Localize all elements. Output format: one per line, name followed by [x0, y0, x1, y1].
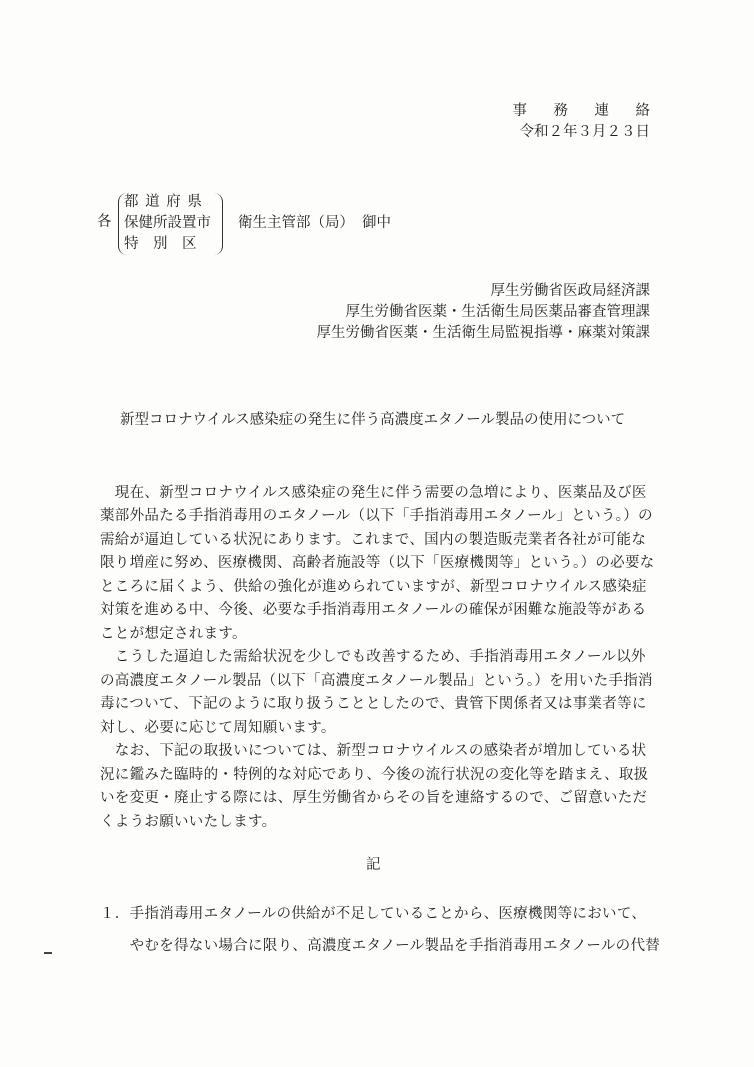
scan-mark	[44, 952, 52, 954]
body-line: いを変更・廃止する際には、厚生労働省からその旨を連絡するので、ご留意いただ	[100, 790, 648, 806]
sender-2: 厚生労働省医薬・生活衛生局医薬品審査管理課	[345, 304, 650, 320]
body-line: 対し、必要に応じて周知願います。	[100, 720, 336, 736]
body-line: 需給が逼迫している状況にあります。これまで、国内の製造販売業者各社が可能な	[100, 532, 647, 548]
body-line: こうした逼迫した需給状況を少しでも改善するため、手指消毒用エタノール以外	[100, 649, 646, 665]
document-title: 新型コロナウイルス感染症の発生に伴う高濃度エタノール製品の使用について	[120, 412, 626, 428]
addressee-department: 衛生主管部（局）	[238, 215, 354, 231]
addressee-prefix: 各	[97, 214, 112, 230]
body-line: 毒について、下記のように取り扱うこととしたので、貴管下関係者又は事業者等に	[100, 696, 647, 712]
sender-1: 厚生労働省医政局経済課	[490, 283, 650, 299]
item-line: １．手指消毒用エタノールの供給が不足していることから、医療機関等において、	[100, 906, 647, 922]
body-line: なお、下記の取扱いについては、新型コロナウイルスの感染者が増加している状	[100, 743, 647, 759]
body-line: 現在、新型コロナウイルス感染症の発生に伴う需要の急増により、医薬品及び医	[100, 485, 647, 501]
sender-3: 厚生労働省医薬・生活衛生局監視指導・麻薬対策課	[316, 325, 650, 341]
recipient-special-wards: 特 別 区	[124, 236, 197, 252]
date: 令和２年３月２３日	[519, 124, 650, 140]
body-line: 薬部外品たる手指消毒用のエタノール（以下「手指消毒用エタノール」という。）の	[100, 508, 653, 524]
doc-type: 事 務 連 絡	[512, 103, 656, 119]
body-line: 限り増産に努め、医療機関、高齢者施設等（以下「医療機関等」という。）の必要な	[100, 555, 655, 571]
body-line: 況に鑑みた臨時的・特例的な対応であり、今後の流行状況の変化等を踏まえ、取扱	[100, 767, 649, 783]
ki-heading: 記	[366, 857, 381, 873]
body-line: の高濃度エタノール製品（以下「高濃度エタノール製品」という。）を用いた手指消	[100, 673, 653, 689]
body-line: ことが想定されます。	[100, 626, 247, 642]
body-line: 対策を進める中、今後、必要な手指消毒用エタノールの確保が困難な施設等がある	[100, 602, 647, 618]
recipient-prefectures: 都 道 府 県	[124, 194, 203, 210]
addressee-honorific: 御中	[362, 215, 391, 231]
item-line: やむを得ない場合に限り、高濃度エタノール製品を手指消毒用エタノールの代替	[100, 938, 661, 954]
body-line: ところに届くよう、供給の強化が進められていますが、新型コロナウイルス感染症	[100, 579, 647, 595]
recipient-cities: 保健所設置市	[124, 215, 211, 231]
body-line: くようお願いいたします。	[100, 814, 277, 830]
